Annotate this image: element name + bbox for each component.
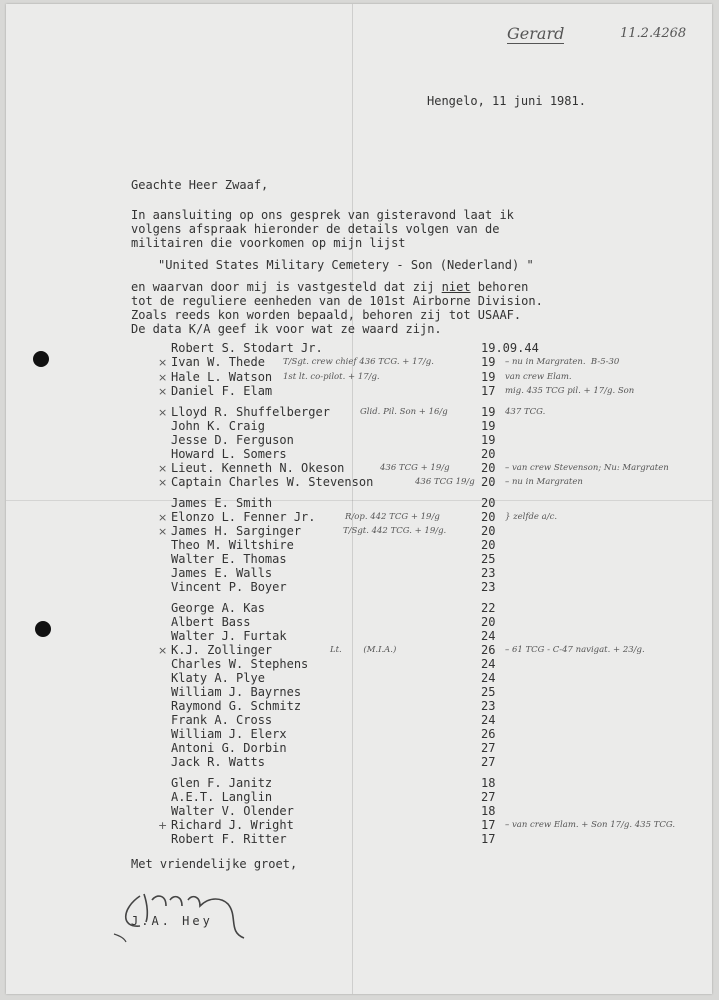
handwritten-name-note: T/Sgt. 442 TCG. + 19/g. (343, 526, 447, 536)
handwritten-name-note: Lt. (M.I.A.) (330, 645, 397, 655)
date-killed: 20 (481, 538, 496, 552)
date-killed: 20 (481, 447, 496, 461)
date-killed: 24 (481, 657, 496, 671)
date-killed: 17 (481, 832, 496, 846)
salutation: Geachte Heer Zwaaf, (131, 178, 269, 192)
punch-hole-bottom (35, 621, 51, 637)
soldier-name: James H. Sarginger (171, 524, 302, 538)
signer-name: J.A. Hey (131, 914, 213, 928)
handwritten-note: 437 TCG. (505, 407, 546, 417)
soldier-name: Raymond G. Schmitz (171, 699, 302, 713)
soldier-name: William J. Bayrnes (171, 685, 302, 699)
annotation-mark: + (158, 819, 168, 832)
paragraph-line: tot de reguliere eenheden van de 101st Airborne Division. (131, 294, 543, 308)
annotation-mark: × (158, 406, 168, 419)
date-killed: 27 (481, 755, 496, 769)
date-killed: 17 (481, 818, 496, 832)
paragraph-line: volgens afspraak hieronder de details volgen van de (131, 222, 500, 236)
handwritten-note: van crew Elam. (505, 372, 572, 382)
soldier-name: Walter J. Furtak (171, 629, 287, 643)
paragraph-line: In aansluiting op ons gesprek van gisteravond laat ik (131, 208, 514, 222)
date-killed: 19 (481, 355, 496, 369)
handwritten-name: Gerard (507, 24, 565, 43)
paragraph-line: en waarvan door mij is vastgesteld dat zij niet behoren (131, 280, 529, 294)
soldier-name: Hale L. Watson (171, 370, 273, 384)
soldier-name: John K. Craig (171, 419, 265, 433)
date-killed: 17 (481, 384, 496, 398)
date-killed: 18 (481, 804, 496, 818)
date-killed: 19 (481, 370, 496, 384)
emphasis-niet: niet (441, 280, 471, 294)
soldier-name: Klaty A. Plye (171, 671, 265, 685)
soldier-name: A.E.T. Langlin (171, 790, 273, 804)
handwritten-note: – nu in Margraten (505, 477, 583, 487)
handwritten-name-note: 436 TCG + 19/g (380, 463, 450, 473)
soldier-name: Charles W. Stephens (171, 657, 309, 671)
soldier-name: K.J. Zollinger (171, 643, 273, 657)
letter-page (6, 4, 712, 994)
soldier-name: Vincent P. Boyer (171, 580, 287, 594)
soldier-name: Robert F. Ritter (171, 832, 287, 846)
date-killed: 26 (481, 727, 496, 741)
handwritten-note: } zelfde a/c. (505, 512, 558, 522)
date-killed: 19.09.44 (481, 341, 539, 355)
fold-line-horizontal (6, 500, 712, 501)
paragraph-line: Zoals reeds kon worden bepaald, behoren zij tot USAAF. (131, 308, 522, 322)
soldier-name: Jack R. Watts (171, 755, 265, 769)
date-line: Hengelo, 11 juni 1981. (427, 94, 586, 108)
annotation-mark: × (158, 371, 168, 384)
closing-greeting: Met vriendelijke groet, (131, 857, 298, 871)
soldier-name: William J. Elerx (171, 727, 287, 741)
soldier-name: Antoni G. Dorbin (171, 741, 287, 755)
date-killed: 23 (481, 566, 496, 580)
cemetery-list-title: "United States Military Cemetery - Son (Nederland) " (158, 258, 534, 272)
annotation-mark: × (158, 525, 168, 538)
handwritten-name-note: 1st lt. co-pilot. + 17/g. (283, 372, 380, 382)
date-killed: 22 (481, 601, 496, 615)
handwritten-reference: 11.2.4268 (620, 26, 687, 41)
annotation-mark: × (158, 462, 168, 475)
soldier-name: Daniel F. Elam (171, 384, 273, 398)
soldier-name: Richard J. Wright (171, 818, 294, 832)
date-killed: 27 (481, 741, 496, 755)
soldier-name: Theo M. Wiltshire (171, 538, 294, 552)
soldier-name: Elonzo L. Fenner Jr. (171, 510, 316, 524)
fold-line-vertical (352, 4, 353, 994)
soldier-name: Howard L. Somers (171, 447, 287, 461)
handwritten-note: – van crew Elam. + Son 17/g. 435 TCG. (505, 820, 676, 830)
date-killed: 23 (481, 699, 496, 713)
handwritten-name-note: Glid. Pil. Son + 16/g (360, 407, 448, 417)
soldier-name: Walter V. Olender (171, 804, 294, 818)
paragraph-line: militairen die voorkomen op mijn lijst (131, 236, 406, 250)
annotation-mark: × (158, 476, 168, 489)
date-killed: 20 (481, 510, 496, 524)
date-killed: 27 (481, 790, 496, 804)
date-killed: 19 (481, 419, 496, 433)
soldier-name: Frank A. Cross (171, 713, 273, 727)
date-killed: 25 (481, 685, 496, 699)
date-killed: 24 (481, 713, 496, 727)
annotation-mark: × (158, 644, 168, 657)
date-killed: 20 (481, 475, 496, 489)
date-killed: 19 (481, 433, 496, 447)
soldier-name: James E. Walls (171, 566, 273, 580)
date-killed: 24 (481, 629, 496, 643)
paragraph-line: De data K/A geef ik voor wat ze waard zijn. (131, 322, 442, 336)
soldier-name: Robert S. Stodart Jr. (171, 341, 323, 355)
punch-hole-top (33, 351, 49, 367)
soldier-name: Jesse D. Ferguson (171, 433, 294, 447)
date-killed: 24 (481, 671, 496, 685)
handwritten-name-note: 436 TCG 19/g (415, 477, 475, 487)
handwritten-note: – 61 TCG - C-47 navigat. + 23/g. (505, 645, 645, 655)
date-killed: 19 (481, 405, 496, 419)
annotation-mark: × (158, 385, 168, 398)
date-killed: 20 (481, 524, 496, 538)
date-killed: 20 (481, 496, 496, 510)
soldier-name: James E. Smith (171, 496, 273, 510)
date-killed: 20 (481, 461, 496, 475)
soldier-name: Walter E. Thomas (171, 552, 287, 566)
soldier-name: Captain Charles W. Stevenson (171, 475, 374, 489)
soldier-name: Lloyd R. Shuffelberger (171, 405, 330, 419)
handwritten-name-note: R/op. 442 TCG + 19/g (345, 512, 440, 522)
handwritten-name-note: T/Sgt. crew chief 436 TCG. + 17/g. (283, 357, 434, 367)
handwritten-note: – van crew Stevenson; Nu: Margraten (505, 463, 669, 473)
handwritten-signature (110, 876, 260, 946)
annotation-mark: × (158, 356, 168, 369)
date-killed: 18 (481, 776, 496, 790)
annotation-mark: × (158, 511, 168, 524)
soldier-name: Albert Bass (171, 615, 251, 629)
soldier-name: Lieut. Kenneth N. Okeson (171, 461, 345, 475)
date-killed: 20 (481, 615, 496, 629)
soldier-name: Ivan W. Thede (171, 355, 265, 369)
date-killed: 26 (481, 643, 496, 657)
date-killed: 23 (481, 580, 496, 594)
soldier-name: George A. Kas (171, 601, 265, 615)
date-killed: 25 (481, 552, 496, 566)
soldier-name: Glen F. Janitz (171, 776, 273, 790)
handwritten-note: mig. 435 TCG pil. + 17/g. Son (505, 386, 635, 396)
handwritten-note: – nu in Margraten. B-5-30 (505, 357, 620, 367)
